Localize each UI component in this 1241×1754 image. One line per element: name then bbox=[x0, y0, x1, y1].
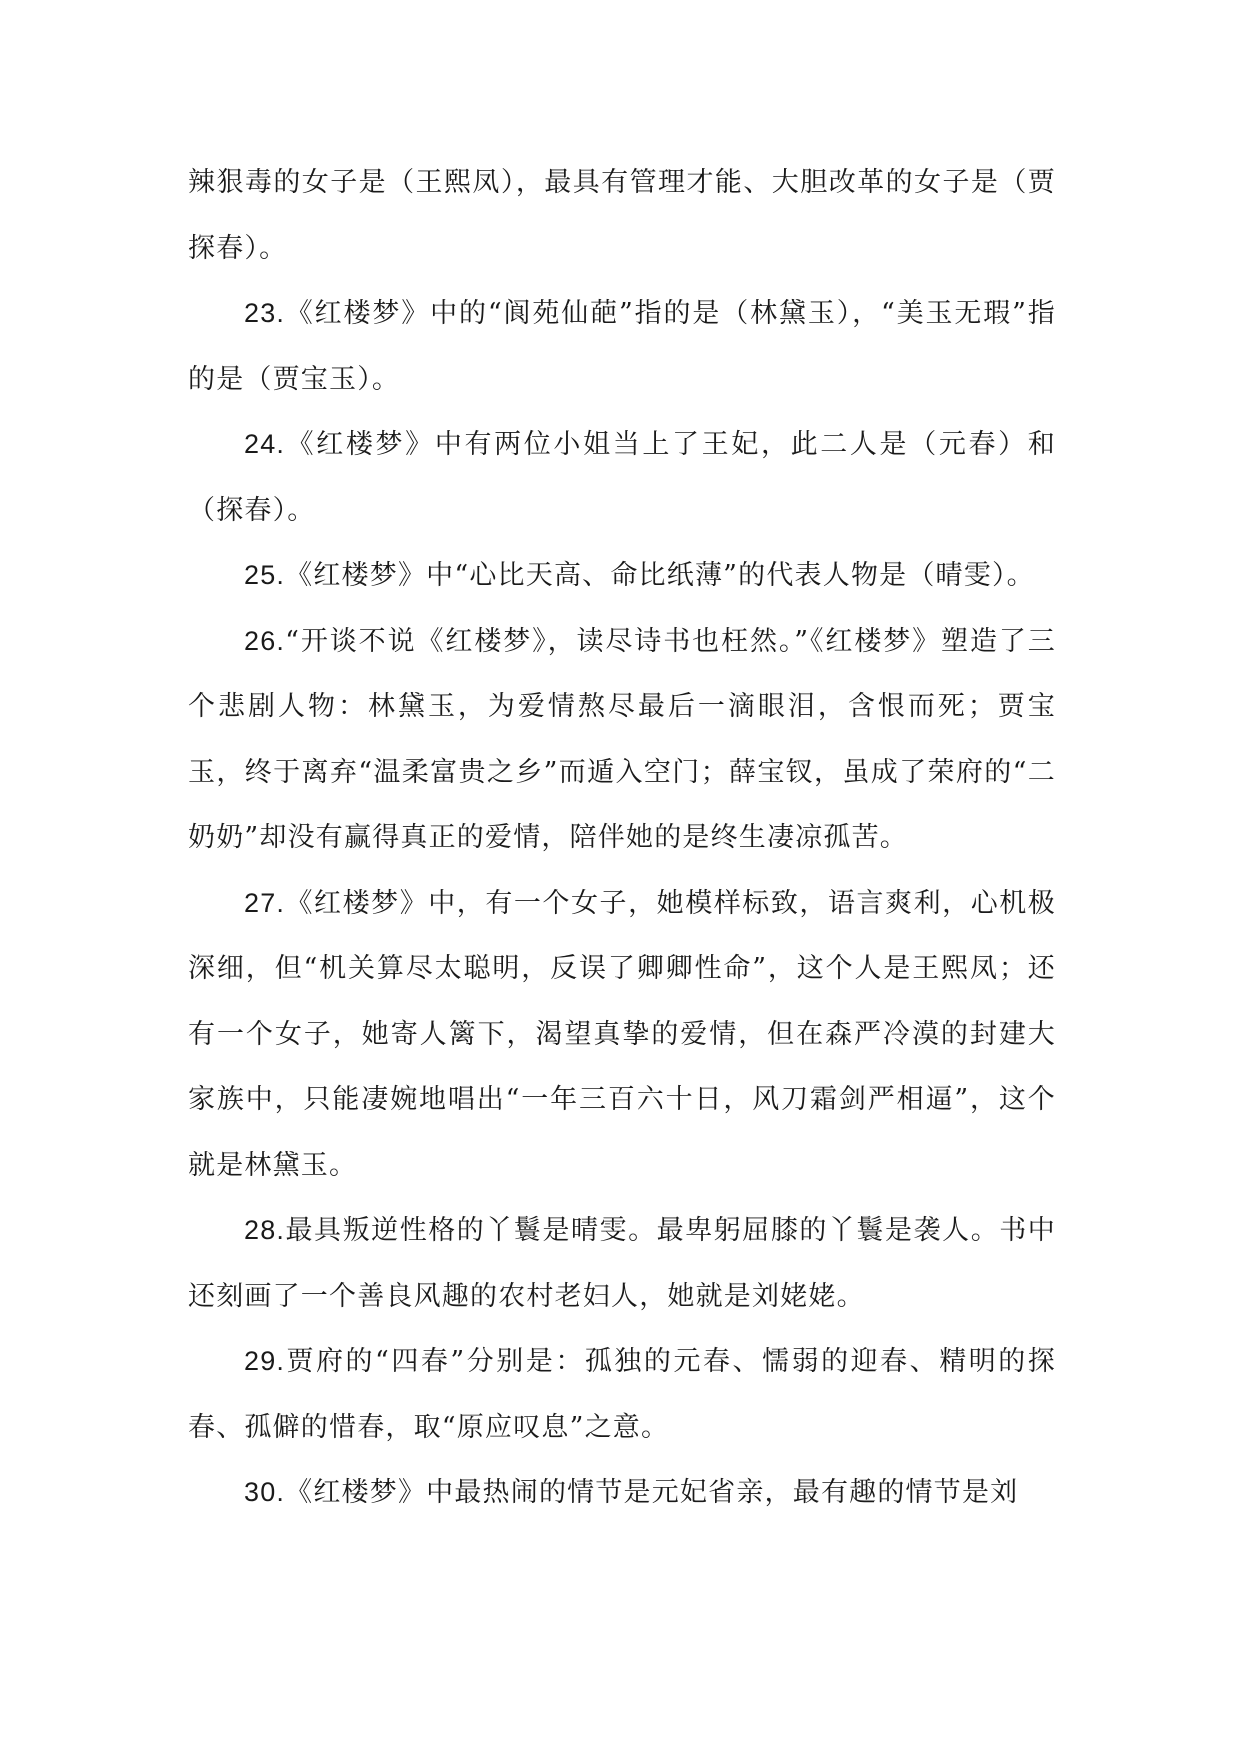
item-number: 27. bbox=[244, 887, 286, 918]
paragraph-29 bbox=[188, 1329, 1056, 1460]
paragraph-text: “开谈不说《红楼梦》，读尽诗书也枉然。”《红楼梦》塑造了三个悲剧人物：林黛玉，为爱情熬尽最后一滴眼泪，含恨而死；贾宝玉，终于离弃“温柔富贵之乡”而遁入空门；薛宝钗，虽成了荣府的“二奶奶”却没有赢得真正的爱情，陪伴她的是终生凄凉孤苦。 bbox=[188, 625, 1056, 853]
paragraph-25 bbox=[188, 543, 1056, 609]
paragraph-24 bbox=[188, 412, 1056, 543]
paragraph-text: 《红楼梦》中最热闹的情节是元妃省亲，最有趣的情节是刘 bbox=[285, 1477, 1019, 1508]
paragraph-text: 《红楼梦》中的“阆苑仙葩”指的是（林黛玉），“美玉无瑕”指的是（贾宝玉）。 bbox=[188, 298, 1056, 395]
item-number: 28. bbox=[244, 1215, 286, 1245]
paragraph-26 bbox=[188, 609, 1056, 871]
paragraph-text: 辣狠毒的女子是（王熙凤），最具有管理才能、大胆改革的女子是（贾探春）。 bbox=[188, 167, 1056, 264]
item-number: 30. bbox=[244, 1477, 286, 1507]
paragraph-text: 贾府的“四春”分别是：孤独的元春、懦弱的迎春、精明的探春、孤僻的惜春，取“原应叹息”之意。 bbox=[188, 1346, 1056, 1443]
item-number: 23. bbox=[244, 298, 286, 328]
paragraph-27 bbox=[188, 871, 1056, 1199]
paragraph-text: 《红楼梦》中，有一个女子，她模样标致，语言爽利，心机极深细，但“机关算尽太聪明，反误了卿卿性命”，这个人是王熙凤；还有一个女子，她寄人篱下，渴望真挚的爱情，但在森严冷漠的封建大家族中，只能凄婉地唱出“一年三百六十日，风刀霜剑严相逼”，这个就是林黛玉。 bbox=[188, 887, 1056, 1181]
paragraph-text: 《红楼梦》中“心比天高、命比纸薄”的代表人物是（晴雯）。 bbox=[285, 560, 1035, 591]
item-number: 24. bbox=[244, 429, 286, 459]
document-body bbox=[188, 150, 1056, 1526]
paragraph-text: 最具叛逆性格的丫鬟是晴雯。最卑躬屈膝的丫鬟是袭人。书中还刻画了一个善良风趣的农村老妇人，她就是刘姥姥。 bbox=[188, 1215, 1056, 1312]
item-number: 29. bbox=[244, 1346, 286, 1376]
paragraph-30 bbox=[188, 1460, 1056, 1526]
paragraph-text: 《红楼梦》中有两位小姐当上了王妃，此二人是（元春）和（探春）。 bbox=[188, 429, 1056, 526]
paragraph-23 bbox=[188, 281, 1056, 412]
item-number: 25. bbox=[244, 560, 286, 590]
paragraph-22-continued bbox=[188, 150, 1056, 281]
paragraph-28 bbox=[188, 1198, 1056, 1329]
item-number: 26. bbox=[244, 625, 286, 656]
